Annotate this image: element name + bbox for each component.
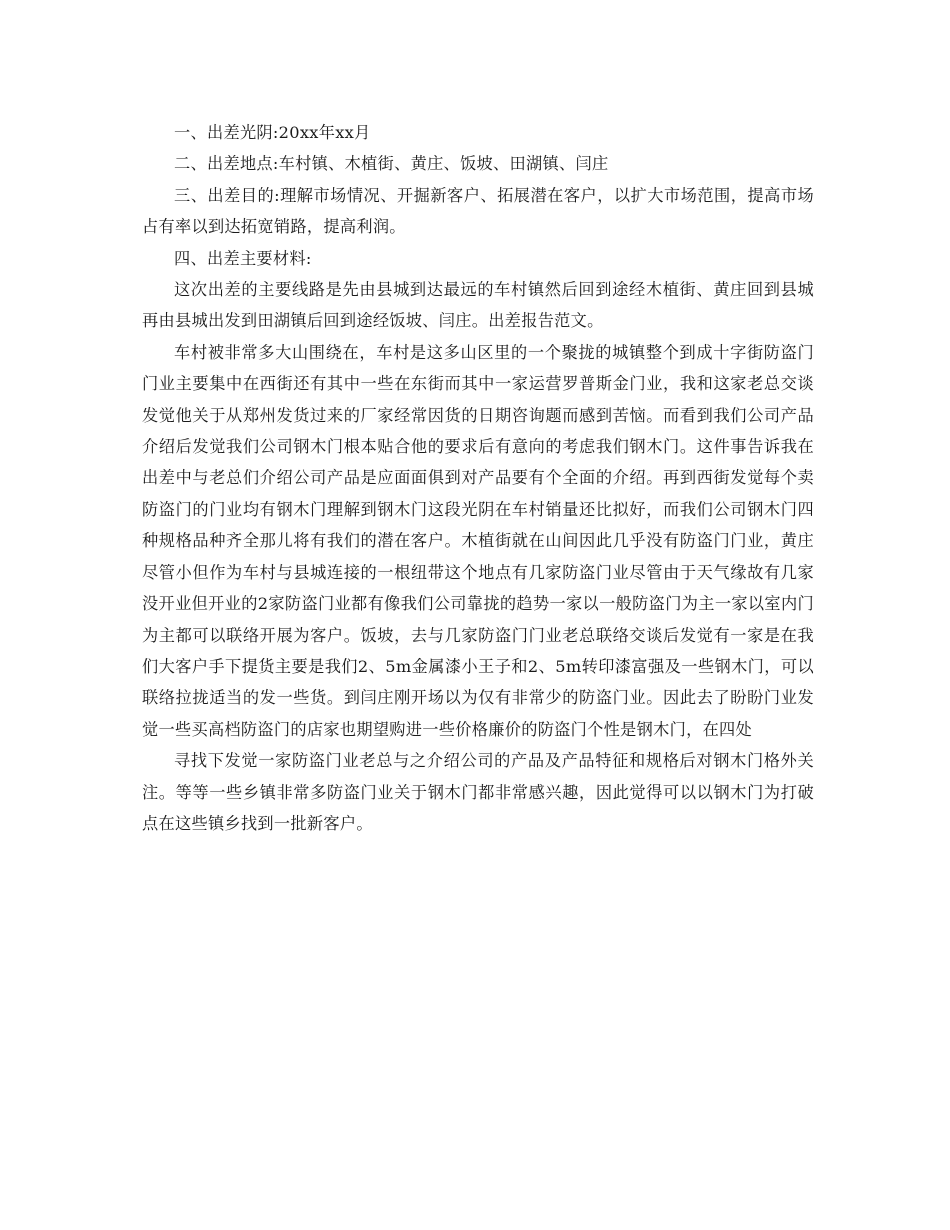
paragraph-materials-heading: 四、出差主要材料: [174, 248, 312, 268]
document-body [142, 117, 814, 839]
paragraph-route: 这次出差的主要线路是先由县城到达最远的车村镇然后回到途经木植街、黄庄回到县城再由县城出发到田湖镇后回到途经饭坡、闫庄。出差报告范文。 [142, 280, 814, 331]
paragraph-period: 一、出差光阴:20xx年xx月 [174, 123, 371, 142]
paragraph-purpose: 三、出差目的:理解市场情况、开掘新客户、拓展潜在客户，以扩大市场范围，提高市场占有率以到达拓宽销路，提高利润。 [142, 185, 814, 237]
paragraph-locations: 二、出差地点:车村镇、木植街、黄庄、饭坡、田湖镇、闫庄 [174, 154, 609, 174]
paragraph-conclusion: 寻找下发觉一家防盗门业老总与之介绍公司的产品及产品特征和规格后对钢木门格外关注。等等一些乡镇非常多防盗门业关于钢木门都非常感兴趣，因此觉得可以以钢木门为打破点在这些镇乡找到一批新客户。 [142, 751, 814, 833]
paragraph-details: 车村被非常多大山围绕在，车村是这多山区里的一个聚拢的城镇整个到成十字街防盗门门业主要集中在西街还有其中一些在东街而其中一家运营罗普斯金门业，我和这家老总交谈发觉他关于从郑州发货过来的厂家经常因货的日期咨询题而感到苦恼。而看到我们公司产品介绍后发觉我们公司钢木门根本贴合他的要求后有意向的考虑我们钢木门。这件事告诉我在出差中与老总们介绍公司产品是应面面俱到对产品要有个全面的介绍。再到西街发觉每个卖防盗门的门业均有钢木门理解到钢木门这段光阴在车村销量还比拟好，而我们公司钢木门四种规格品种齐全那儿将有我们的潜在客户。木植街就在山间因此几乎没有防盗门门业，黄庄尽管小但作为车村与县城连接的一根纽带这个地点有几家防盗门业尽管由于天气缘故有几家没开业但开业的2家防盗门业都有像我们公司靠拢的趋势一家以一般防盗门为主一家以室内门为主都可以联络开展为客户。饭坡，去与几家防盗门门业老总联络交谈后发觉有一家是在我们大客户手下提货主要是我们2、5m金属漆小王子和2、5m转印漆富强及一些钢木门，可以联络拉拢适当的发一些货。到闫庄刚开场以为仅有非常少的防盗门业。因此去了盼盼门业发觉一些买高档防盗门的店家也期望购进一些价格廉价的防盗门个性是钢木门，在四处 [142, 342, 814, 739]
